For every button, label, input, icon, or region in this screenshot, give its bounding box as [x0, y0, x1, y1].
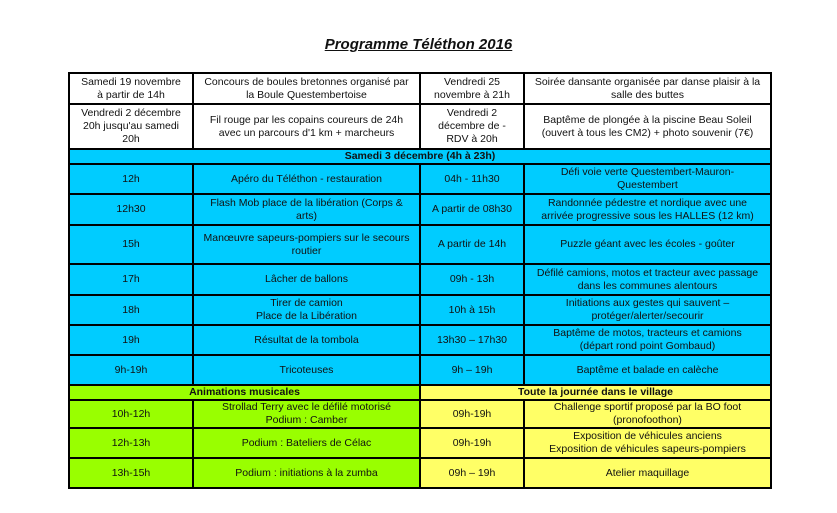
table-row	[69, 164, 771, 194]
event-cell	[193, 325, 420, 355]
event-cell-text: Baptême et balade en calèche	[576, 363, 719, 376]
table-row	[69, 325, 771, 355]
time-cell	[420, 325, 524, 355]
event-cell	[193, 194, 420, 225]
event-cell	[524, 73, 771, 104]
date-cell-text: RDV à 20h	[446, 133, 498, 145]
time-cell	[420, 400, 524, 428]
event-cell-text: Baptême de plongée à la piscine Beau Soleil	[543, 113, 752, 126]
date-cell	[420, 73, 524, 104]
table-row	[69, 73, 771, 104]
time-cell	[420, 458, 524, 488]
event-cell-text: Résultat de la tombola	[254, 333, 359, 346]
time-cell	[69, 194, 193, 225]
date-cell	[69, 104, 193, 149]
event-cell-text: (ouvert à tous les CM2) + photo souvenir (7€)	[541, 126, 754, 139]
event-cell	[524, 428, 771, 458]
event-cell	[524, 325, 771, 355]
time-cell	[420, 355, 524, 385]
time-cell-text: A partir de 08h30	[432, 203, 512, 215]
event-cell	[524, 225, 771, 264]
event-cell-text: Concours de boules bretonnes organisé par	[204, 75, 409, 88]
event-cell	[524, 194, 771, 225]
time-cell	[420, 194, 524, 225]
section-header-row	[69, 385, 771, 400]
section-header-village	[420, 385, 771, 400]
event-cell	[193, 458, 420, 488]
date-cell-text: décembre de -	[438, 120, 506, 132]
date-cell-text: Vendredi 25	[443, 75, 501, 88]
date-cell-text: Samedi 19 novembre	[81, 75, 181, 88]
event-cell-text: Flash Mob place de la libération (Corps &	[210, 196, 403, 209]
event-cell-text: Questembert	[617, 179, 678, 191]
event-cell	[193, 428, 420, 458]
date-cell-text: à partir de 14h	[97, 88, 165, 101]
section-header-saturday-text: Samedi 3 décembre (4h à 23h)	[344, 150, 496, 162]
time-cell-text: 12h	[122, 172, 140, 185]
time-cell-text: 9h – 19h	[451, 363, 493, 376]
date-cell-text: 20h	[122, 133, 140, 145]
table-row	[69, 458, 771, 488]
time-cell-text: 10h à 15h	[448, 303, 496, 316]
page-title: Programme Téléthon 2016	[324, 36, 513, 53]
time-cell-text: 12h-13h	[111, 436, 151, 449]
event-cell	[524, 400, 771, 428]
date-cell-text: Vendredi 2	[446, 107, 498, 119]
event-cell-text: Tirer de camion	[270, 297, 343, 309]
table-row	[69, 400, 771, 428]
event-cell-text: Place de la Libération	[256, 310, 357, 322]
event-cell	[193, 73, 420, 104]
event-cell	[193, 104, 420, 149]
date-cell-text: Vendredi 2 décembre	[81, 107, 181, 119]
time-cell-text: A partir de 14h	[437, 238, 507, 250]
event-cell-text: Challenge sportif proposé par la BO foot	[553, 401, 742, 413]
time-cell-text: 10h-12h	[111, 407, 151, 420]
date-cell-text: 20h jusqu'au samedi	[83, 120, 179, 132]
event-cell	[524, 164, 771, 194]
time-cell-text: 12h30	[116, 203, 146, 215]
time-cell-text: 19h	[122, 333, 140, 346]
event-cell-text: Podium : Camber	[265, 414, 348, 426]
time-cell	[420, 264, 524, 295]
time-cell	[420, 428, 524, 458]
event-cell-text: Tricoteuses	[279, 363, 334, 376]
time-cell-text: 09h-19h	[452, 407, 492, 420]
time-cell-text: 09h – 19h	[448, 466, 496, 479]
event-cell	[193, 225, 420, 264]
date-cell	[69, 73, 193, 104]
time-cell	[69, 225, 193, 264]
event-cell-text: Initiations aux gestes qui sauvent –	[565, 297, 730, 309]
event-cell-text: salle des buttes	[611, 88, 684, 101]
event-cell-text: Strollad Terry avec le défilé motorisé	[221, 401, 392, 413]
event-cell-text: (départ rond point Gombaud)	[579, 340, 716, 352]
time-cell	[69, 458, 193, 488]
event-cell-text: Puzzle géant avec les écoles - goûter	[560, 238, 735, 250]
event-cell-text: la Boule Questembertoise	[246, 88, 367, 101]
event-cell-text: Podium : initiations à la zumba	[235, 466, 378, 479]
section-header-music-text: Animations musicales	[189, 386, 300, 398]
event-cell	[193, 264, 420, 295]
table-row	[69, 194, 771, 225]
event-cell-text: Podium : Bateliers de Célac	[241, 436, 372, 449]
time-cell-text: 15h	[122, 238, 140, 250]
date-cell-text: novembre à 21h	[434, 88, 510, 101]
time-cell-text: 18h	[122, 303, 140, 316]
event-cell	[524, 104, 771, 149]
event-cell-text: arts)	[296, 209, 317, 222]
section-header-music	[69, 385, 420, 400]
event-cell	[524, 458, 771, 488]
event-cell-text: Exposition de véhicules sapeurs-pompiers	[549, 443, 746, 455]
event-cell-text: Atelier maquillage	[605, 466, 690, 479]
time-cell	[69, 355, 193, 385]
event-cell-text: Défilé camions, motos et tracteur avec passage	[536, 266, 759, 279]
event-cell-text: (pronofoothon)	[613, 414, 682, 426]
event-cell-text: Apéro du Téléthon - restauration	[231, 172, 382, 185]
date-cell	[420, 104, 524, 149]
table-row	[69, 428, 771, 458]
event-cell-text: Baptême de motos, tracteurs et camions	[553, 327, 742, 339]
time-cell-text: 13h30 – 17h30	[436, 333, 508, 346]
time-cell	[420, 225, 524, 264]
event-cell-text: Fil rouge par les copains coureurs de 24h	[209, 113, 404, 126]
time-cell	[69, 325, 193, 355]
event-cell-text: avec un parcours d'1 km + marcheurs	[218, 126, 395, 139]
section-header-saturday	[69, 149, 771, 164]
time-cell	[69, 164, 193, 194]
time-cell-text: 09h - 13h	[449, 273, 495, 285]
section-header-row	[69, 149, 771, 164]
time-cell-text: 13h-15h	[111, 466, 151, 479]
table-row	[69, 104, 771, 149]
table-row	[69, 355, 771, 385]
event-cell-text: dans les communes alentours	[577, 279, 718, 292]
time-cell	[69, 400, 193, 428]
event-cell	[524, 355, 771, 385]
table-row	[69, 295, 771, 325]
event-cell-text: Défi voie verte Questembert-Mauron-	[560, 166, 735, 178]
time-cell	[69, 428, 193, 458]
time-cell-text: 9h-19h	[114, 363, 148, 376]
time-cell-text: 09h-19h	[452, 436, 492, 449]
time-cell	[69, 264, 193, 295]
event-cell-text: arrivée progressive sous les HALLES (12 km)	[541, 209, 754, 222]
event-cell	[193, 164, 420, 194]
programme-table	[68, 72, 772, 489]
event-cell-text: Lâcher de ballons	[265, 273, 348, 285]
event-cell	[193, 295, 420, 325]
event-cell-text: Soirée dansante organisée par danse plaisir à la	[534, 75, 761, 88]
event-cell-text: Randonnée pédestre et nordique avec une	[547, 196, 748, 209]
event-cell	[193, 355, 420, 385]
time-cell-text: 17h	[122, 273, 140, 285]
time-cell	[420, 295, 524, 325]
time-cell-text: 04h - 11h30	[444, 172, 500, 185]
event-cell	[193, 400, 420, 428]
event-cell-text: protéger/alerter/secourir	[591, 310, 704, 322]
table-row	[69, 264, 771, 295]
event-cell	[524, 264, 771, 295]
event-cell	[524, 295, 771, 325]
time-cell	[69, 295, 193, 325]
event-cell-text: Exposition de véhicules anciens	[573, 430, 722, 442]
event-cell-text: routier	[291, 244, 322, 257]
table-row	[69, 225, 771, 264]
event-cell-text: Manœuvre sapeurs-pompiers sur le secours	[203, 231, 410, 244]
section-header-village-text: Toute la journée dans le village	[517, 386, 673, 398]
time-cell	[420, 164, 524, 194]
